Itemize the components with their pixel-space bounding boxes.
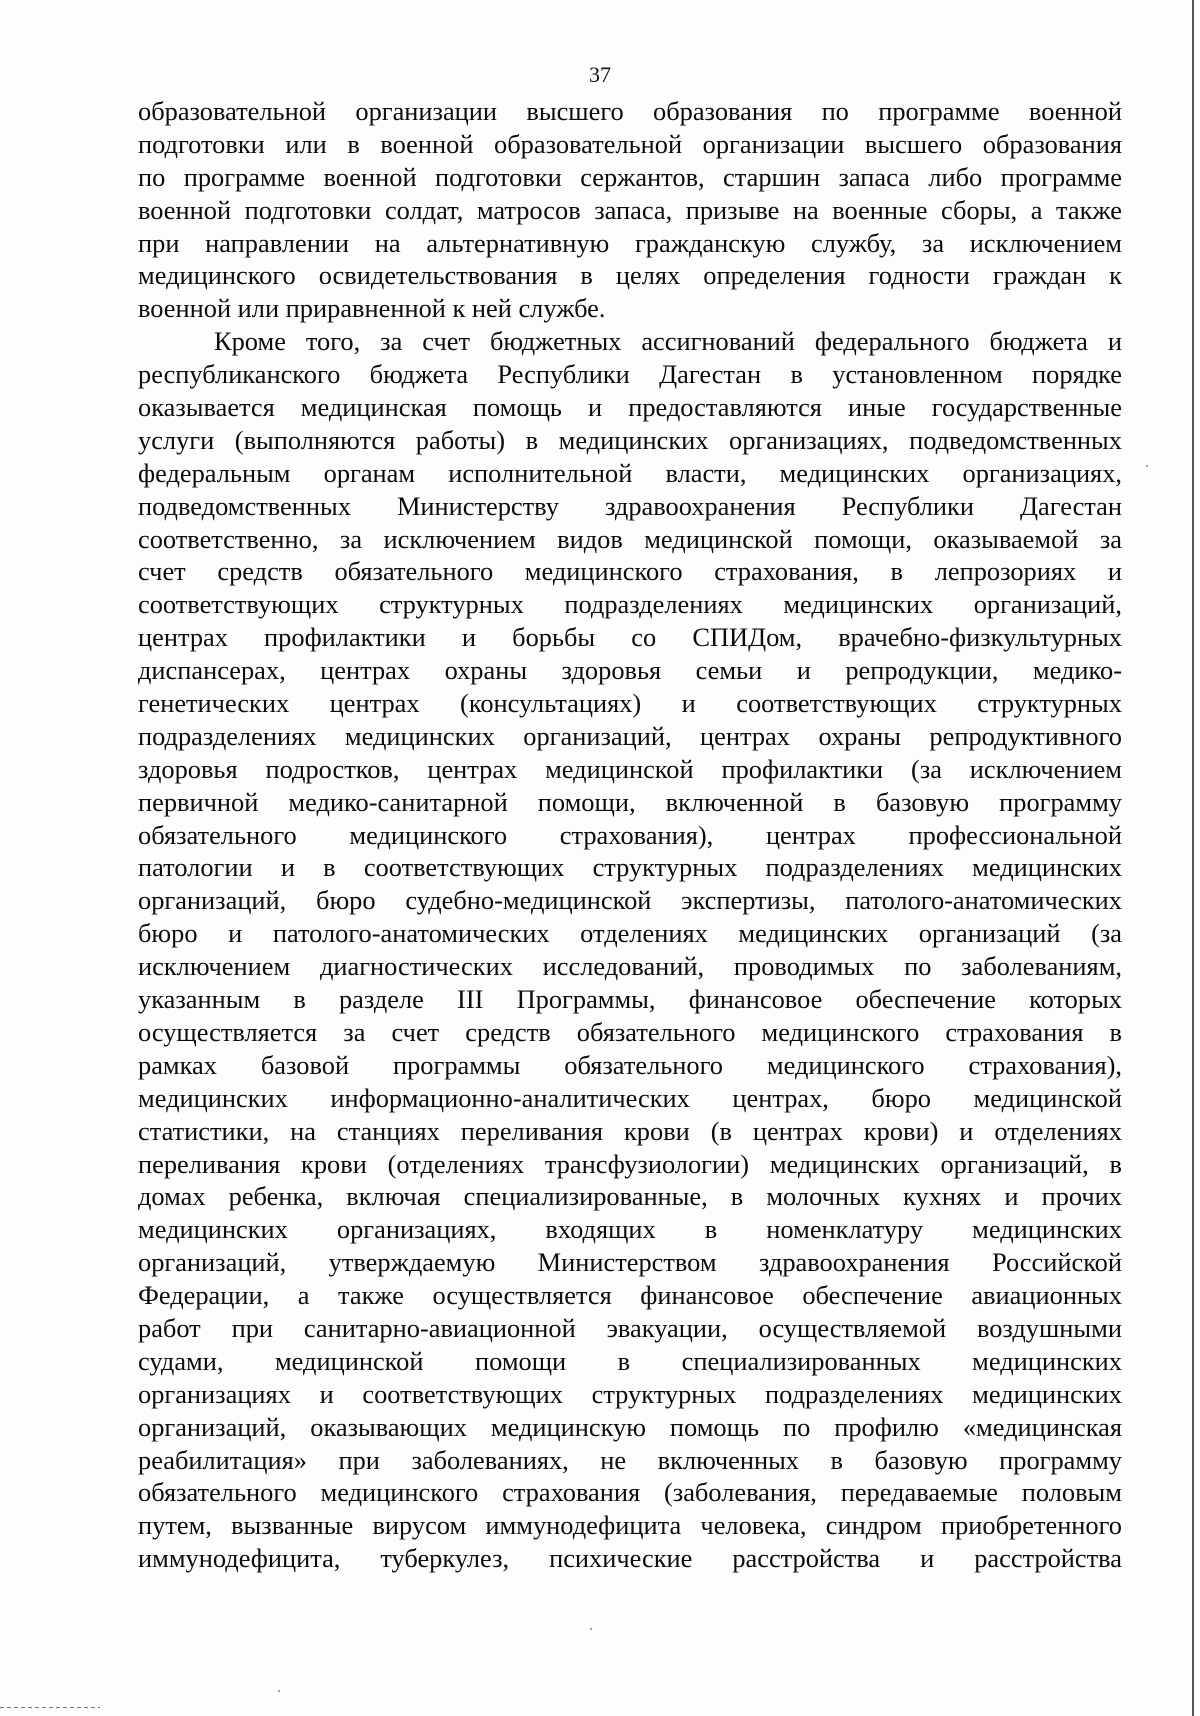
text-line: счет средств обязательного медицинского страхования, в лепрозориях и bbox=[138, 556, 1122, 587]
text-line: переливания крови (отделениях трансфузиологии) медицинских организаций, в bbox=[138, 1148, 1122, 1179]
text-line: организациях и соответствующих структурных подразделениях медицинских bbox=[138, 1378, 1122, 1409]
text-line: организаций, утверждаемую Министерством здравоохранения Российской bbox=[138, 1247, 1122, 1278]
text-line: медицинского освидетельствования в целях определения годности граждан к bbox=[138, 260, 1122, 291]
text-line: соответственно, за исключением видов медицинской помощи, оказываемой за bbox=[138, 523, 1122, 554]
text-line: генетических центрах (консультациях) и соответствующих структурных bbox=[138, 688, 1122, 719]
text-line: путем, вызванные вирусом иммунодефицита человека, синдром приобретенного bbox=[138, 1510, 1122, 1541]
text-line: патологии и в соответствующих структурных подразделениях медицинских bbox=[138, 852, 1122, 883]
text-line: соответствующих структурных подразделениях медицинских организаций, bbox=[138, 589, 1122, 620]
text-line: медицинских организациях, входящих в номенклатуру медицинских bbox=[138, 1214, 1122, 1245]
text-line: здоровья подростков, центрах медицинской профилактики (за исключением bbox=[138, 753, 1122, 784]
text-line: диспансерах, центрах охраны здоровья семьи и репродукции, медико- bbox=[138, 655, 1122, 686]
text-line: обязательного медицинского страхования (заболевания, передаваемые половым bbox=[138, 1477, 1122, 1508]
text-line: организаций, оказывающих медицинскую помощь по профилю «медицинская bbox=[138, 1411, 1122, 1442]
text-line: работ при санитарно-авиационной эвакуации, осуществляемой воздушными bbox=[138, 1312, 1122, 1343]
text-line: реабилитация» при заболеваниях, не включенных в базовую программу bbox=[138, 1444, 1122, 1475]
text-line: домах ребенка, включая специализированные, в молочных кухнях и прочих bbox=[138, 1181, 1122, 1212]
text-line: федеральным органам исполнительной власти, медицинских организациях, bbox=[138, 457, 1122, 488]
text-line: центрах профилактики и борьбы со СПИДом, врачебно-физкультурных bbox=[138, 622, 1122, 653]
text-line: оказывается медицинская помощь и предоставляются иные государственные bbox=[138, 392, 1122, 423]
text-line: первичной медико-санитарной помощи, включенной в базовую программу bbox=[138, 786, 1122, 817]
text-line: указанным в разделе III Программы, финансовое обеспечение которых bbox=[138, 984, 1122, 1015]
body-text bbox=[138, 95, 1122, 1575]
paragraph-first-line: Кроме того, за счет бюджетных ассигнований федерального бюджета и bbox=[214, 326, 1122, 357]
text-line: военной или приравненной к ней службе. bbox=[138, 293, 606, 324]
text-line: услуги (выполняются работы) в медицинских организациях, подведомственных bbox=[138, 424, 1122, 455]
text-line: бюро и патолого-анатомических отделениях медицинских организаций (за bbox=[138, 918, 1122, 949]
text-line: осуществляется за счет средств обязательного медицинского страхования в bbox=[138, 1016, 1122, 1047]
text-line: образовательной организации высшего образования по программе военной bbox=[138, 96, 1122, 126]
text-line: рамках базовой программы обязательного медицинского страхования), bbox=[138, 1049, 1122, 1080]
text-line: по программе военной подготовки сержантов, старшин запаса либо программе bbox=[138, 161, 1122, 192]
scan-speck bbox=[590, 1628, 592, 1630]
text-line: исключением диагностических исследований, проводимых по заболеваниям, bbox=[138, 951, 1122, 982]
text-line: судами, медицинской помощи в специализированных медицинских bbox=[138, 1345, 1122, 1376]
scan-speck bbox=[278, 1690, 280, 1692]
scan-speck bbox=[1146, 465, 1148, 467]
text-line: организаций, бюро судебно-медицинской экспертизы, патолого-анатомических bbox=[138, 885, 1122, 916]
text-line: при направлении на альтернативную гражданскую службу, за исключением bbox=[138, 227, 1122, 258]
scan-edge-bottom bbox=[0, 1707, 100, 1708]
text-line: статистики, на станциях переливания крови (в центрах крови) и отделениях bbox=[138, 1115, 1122, 1146]
text-line: обязательного медицинского страхования), центрах профессиональной bbox=[138, 819, 1122, 850]
text-line: республиканского бюджета Республики Дагестан в установленном порядке bbox=[138, 359, 1122, 390]
text-line: иммунодефицита, туберкулез, психические расстройства и расстройства bbox=[138, 1543, 1122, 1574]
text-line: медицинских информационно-аналитических центрах, бюро медицинской bbox=[138, 1082, 1122, 1113]
text-line: Федерации, а также осуществляется финансовое обеспечение авиационных bbox=[138, 1280, 1122, 1311]
text-line: подведомственных Министерству здравоохранения Республики Дагестан bbox=[138, 490, 1122, 521]
page-number: 37 bbox=[589, 62, 611, 87]
text-line: подготовки или в военной образовательной организации высшего образования bbox=[138, 128, 1122, 159]
text-line: подразделениях медицинских организаций, центрах охраны репродуктивного bbox=[138, 720, 1122, 751]
scan-edge-right bbox=[1192, 0, 1194, 1716]
text-line: военной подготовки солдат, матросов запаса, призыве на военные сборы, а также bbox=[138, 194, 1122, 225]
